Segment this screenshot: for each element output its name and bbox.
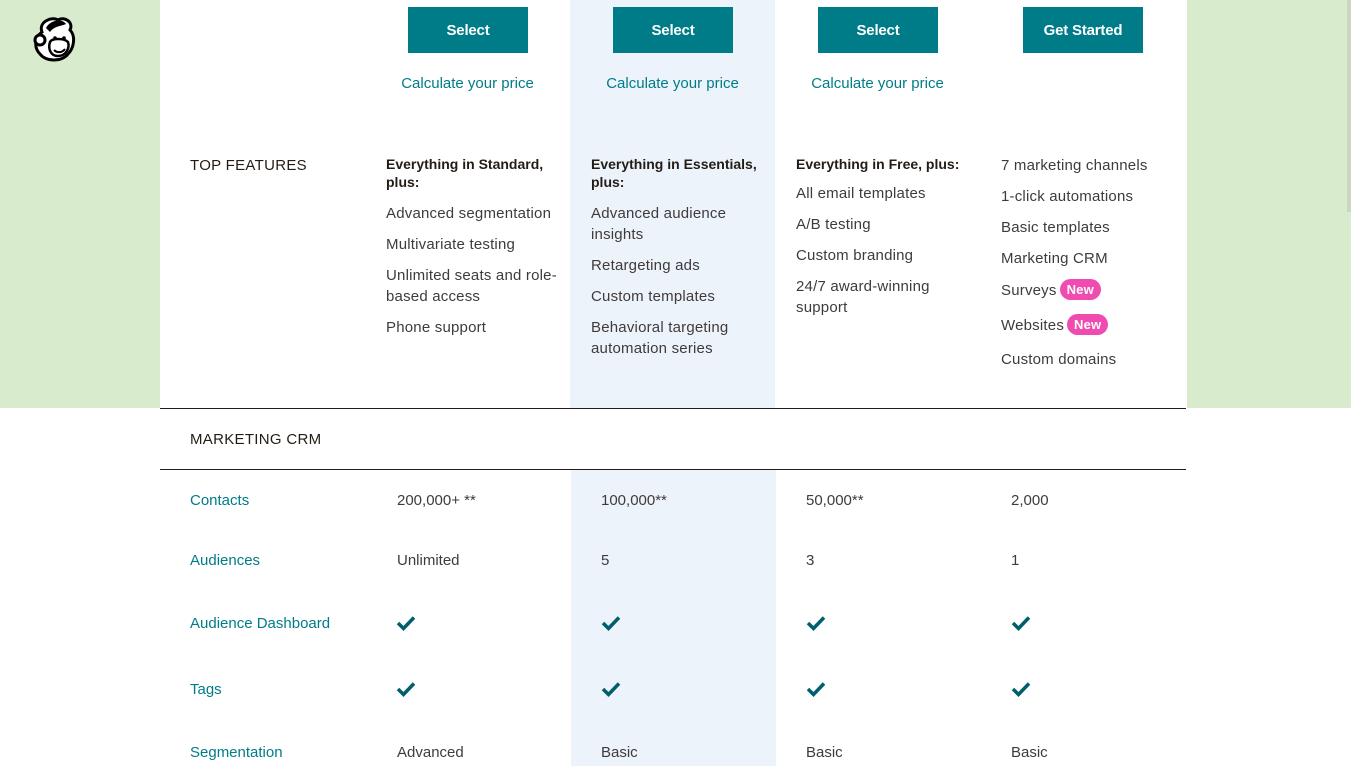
features-intro: Everything in Standard, plus: [386,156,544,190]
segmentation-free: Basic [1011,744,1048,761]
feature-item: Custom branding [796,247,914,264]
top-features-heading: TOP FEATURES [190,157,307,174]
feature-item-surveys [1001,279,1181,301]
feature-item-websites [1001,314,1181,336]
feature-item: Unlimited seats and role-based access [386,267,557,305]
select-standard-button[interactable]: Select [613,7,733,53]
checkmark-icon [396,681,416,697]
audiences-essentials: 3 [806,552,815,569]
checkmark-icon [1011,681,1031,697]
checkmark-icon [601,615,621,631]
features-standard [591,155,771,369]
section-divider [160,469,1186,470]
checkmark-icon [1011,615,1031,631]
feature-item: Marketing CRM [1001,250,1108,267]
feature-item: Retargeting ads [591,257,700,274]
new-badge: New [1067,314,1108,335]
checkmark-icon [396,615,416,631]
feature-item: Advanced segmentation [386,205,552,222]
feature-item: Advanced audience insights [591,205,727,243]
row-label-segmentation[interactable]: Segmentation [190,744,283,761]
checkmark-icon [806,615,826,631]
row-label-audience-dashboard[interactable]: Audience Dashboard [190,615,331,632]
scrollbar[interactable] [1347,0,1351,212]
audiences-standard: 5 [601,552,610,569]
checkmark-icon [806,681,826,697]
row-label-audiences[interactable]: Audiences [190,552,261,569]
audiences-free: 1 [1011,552,1020,569]
features-intro: Everything in Free, plus: [796,156,960,172]
page-background-left [0,0,160,408]
features-free [1001,155,1181,380]
page-background-right [1187,0,1351,408]
feature-item: 1-click automations [1001,188,1134,205]
feature-item: A/B testing [796,216,871,233]
section-divider [160,408,1186,409]
feature-item: Custom domains [1001,351,1117,368]
feature-label: Websites [1001,317,1065,334]
segmentation-standard: Basic [601,744,638,761]
calculate-price-link-premium[interactable]: Calculate your price [401,75,534,92]
marketing-crm-heading: MARKETING CRM [190,431,322,448]
contacts-free: 2,000 [1011,492,1049,509]
features-premium [386,155,566,348]
new-badge: New [1060,279,1101,300]
contacts-premium: 200,000+ ** [397,492,476,509]
feature-item: Custom templates [591,288,716,305]
checkmark-icon [601,681,621,697]
mailchimp-freddie-icon[interactable] [28,14,80,66]
features-essentials [796,155,976,328]
contacts-standard: 100,000** [601,492,667,509]
select-premium-button[interactable]: Select [408,7,528,53]
contacts-essentials: 50,000** [806,492,864,509]
feature-item: All email templates [796,185,926,202]
select-essentials-button[interactable]: Select [818,7,938,53]
row-label-contacts[interactable]: Contacts [190,492,250,509]
get-started-free-button[interactable]: Get Started [1023,7,1143,53]
feature-item: Phone support [386,319,487,336]
calculate-price-link-essentials[interactable]: Calculate your price [811,75,944,92]
calculate-price-link-standard[interactable]: Calculate your price [606,75,739,92]
row-label-tags[interactable]: Tags [190,681,222,698]
segmentation-premium: Advanced [397,744,464,761]
feature-item: Multivariate testing [386,236,516,253]
feature-item: Basic templates [1001,219,1110,236]
feature-item: Behavioral targeting automation series [591,319,729,357]
features-intro: Everything in Essentials, plus: [591,156,757,190]
feature-label: Surveys [1001,282,1057,299]
feature-item: 24/7 award-winning support [796,278,930,316]
feature-item: 7 marketing channels [1001,157,1148,174]
audiences-premium: Unlimited [397,552,460,569]
segmentation-essentials: Basic [806,744,843,761]
